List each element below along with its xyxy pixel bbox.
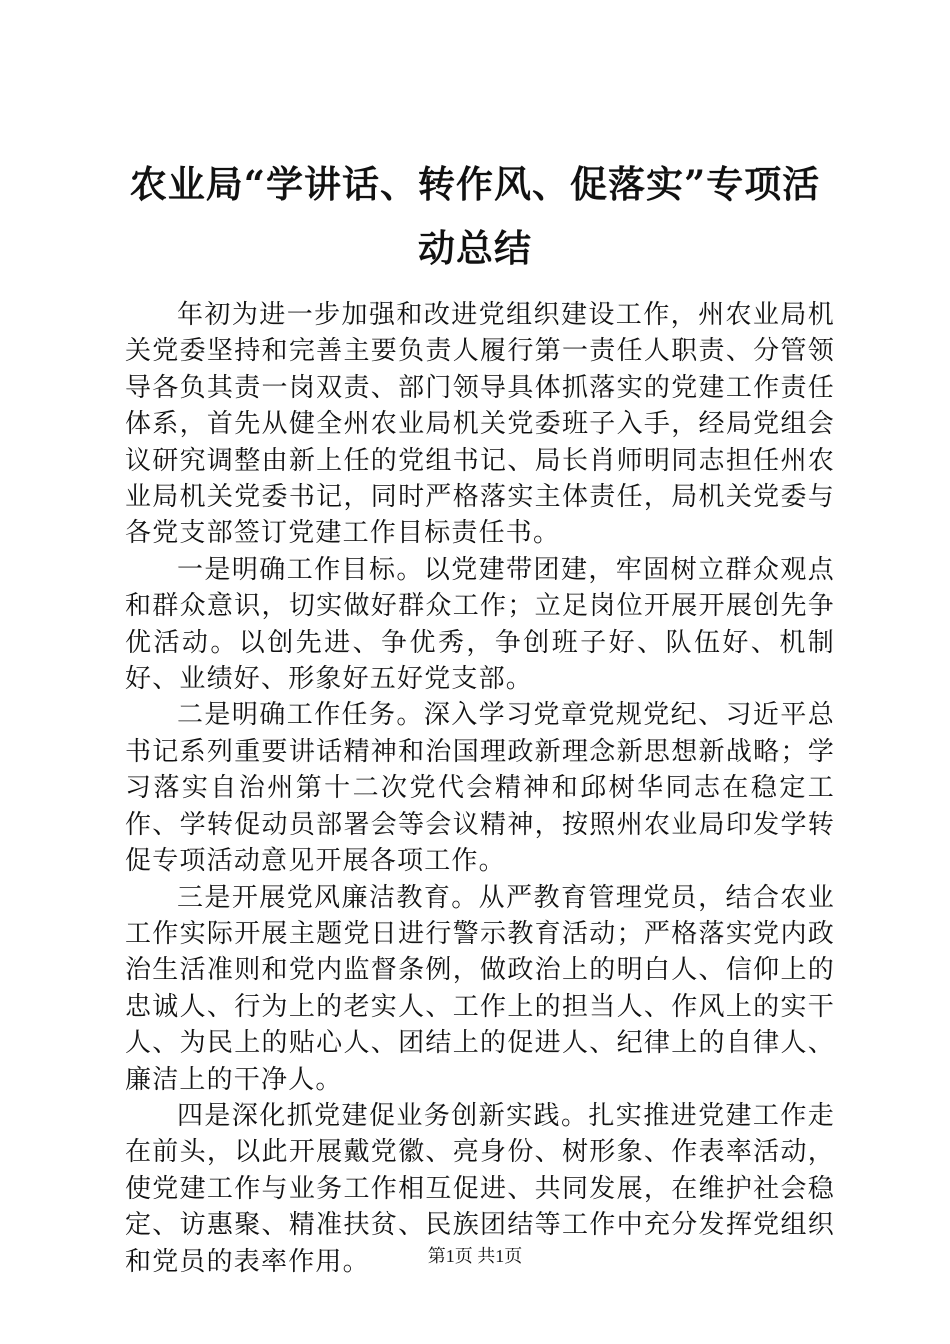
- paragraph-integrity-education: 三是开展党风廉洁教育。从严教育管理党员，结合农业工作实际开展主题党日进行警示教育活动；严格落实党内政治生活准则和党内监督条例，做政治上的明白人、信仰上的忠诚人、行为上的老实人、工作上的担当人、作风上的实干人、为民上的贴心人、团结上的促进人、纪律上的自律人、廉洁上的干净人。: [125, 882, 835, 1095]
- document-body: [125, 297, 835, 1280]
- paragraph-tasks: 二是明确工作任务。深入学习党章党规党纪、习近平总书记系列重要讲话精神和治国理政新理念新思想新战略；学习落实自治州第十二次党代会精神和邱树华同志在稳定工作、学转促动员部署会等会议精神，按照州农业局印发学转促专项活动意见开展各项工作。: [125, 700, 835, 877]
- document-title: 农业局“学讲话、转作风、促落实”专项活动总结: [129, 162, 821, 270]
- paragraph-innovation-practice: 四是深化抓党建促业务创新实践。扎实推进党建工作走在前头，以此开展戴党徽、亮身份、树形象、作表率活动，使党建工作与业务工作相互促进、共同发展，在维护社会稳定、访惠聚、精准扶贫、民族团结等工作中充分发挥党组织和党员的表率作用。: [125, 1100, 835, 1277]
- page-number-footer: 第1页 共1页: [427, 1246, 523, 1266]
- paragraph-goals: 一是明确工作目标。以党建带团建，牢固树立群众观点和群众意识，切实做好群众工作；立足岗位开展开展创先争优活动。以创先进、争优秀，争创班子好、队伍好、机制好、业绩好、形象好五好党支部。: [125, 554, 835, 695]
- paragraph-intro: 年初为进一步加强和改进党组织建设工作，州农业局机关党委坚持和完善主要负责人履行第一责任人职责、分管领导各负其责一岗双责、部门领导具体抓落实的党建工作责任体系，首先从健全州农业局机关党委班子入手，经局党组会议研究调整由新上任的党组书记、局长肖师明同志担任州农业局机关党委书记，同时严格落实主体责任，局机关党委与各党支部签订党建工作目标责任书。: [125, 300, 835, 549]
